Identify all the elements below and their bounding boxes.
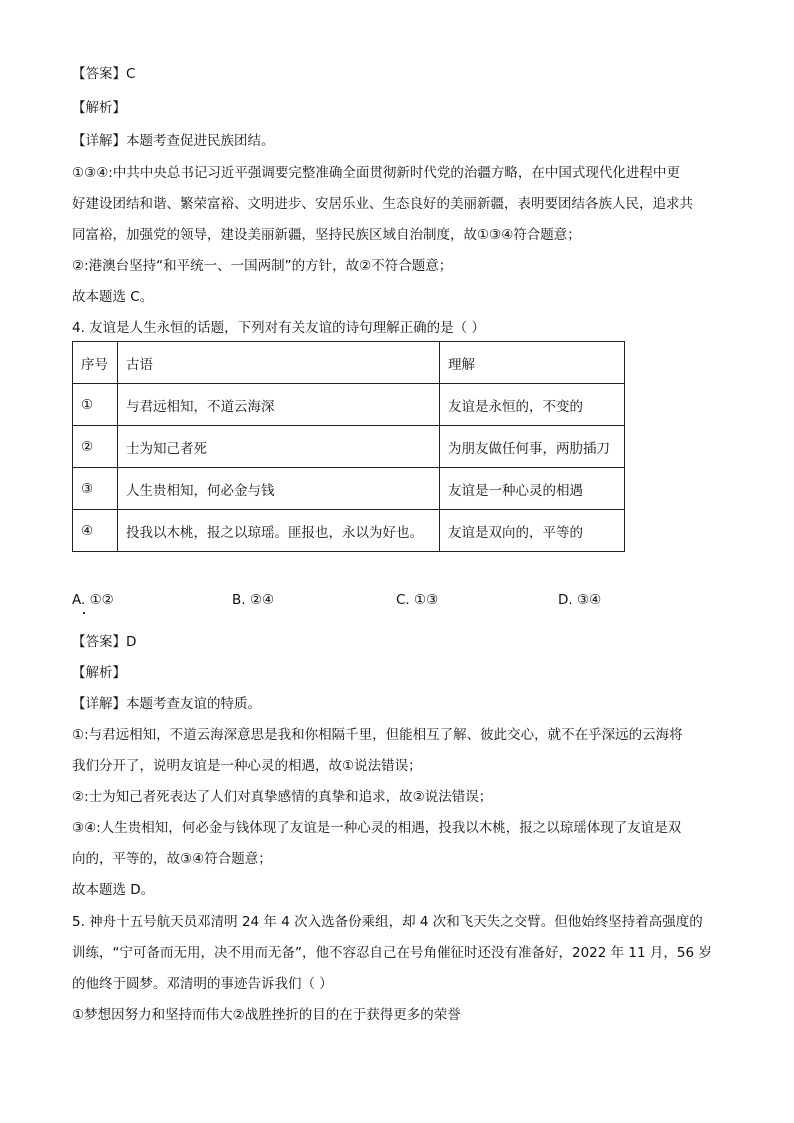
q3-answer: 【答案】C: [72, 66, 136, 82]
q3-paragraph-2: ②:港澳台坚持“和平统一、一国两制”的方针，故②不符合题意；: [72, 258, 453, 274]
q4-paragraph-1-line-1: ①:与君远相知，不道云海深意思是我和你相隔千里，但能相互了解、彼此交心，就不在乎深远的云海将: [72, 727, 683, 743]
q4-paragraph-2: ②:士为知己者死表达了人们对真挚感情的真挚和追求，故②说法错误；: [72, 789, 493, 805]
option-d: D. ③④: [558, 592, 602, 608]
table-row: [73, 384, 625, 426]
table-row: [73, 510, 625, 552]
table-cell: 与君远相知，不道云海深: [118, 384, 440, 426]
table-cell: 友谊是一种心灵的相遇: [440, 468, 625, 510]
option-b: B. ②④: [232, 592, 275, 608]
table-cell: 人生贵相知，何必金与钱: [118, 468, 440, 510]
table-cell: 为朋友做任何事，两肋插刀: [440, 426, 625, 468]
q4-analysis-label: 【解析】: [72, 665, 126, 681]
table-cell: ④: [73, 510, 118, 552]
q4-conclusion: 故本题选 D。: [72, 882, 155, 898]
table-header-row: [73, 342, 625, 384]
q4-answer: 【答案】D: [72, 634, 137, 650]
q5-line-2: 训练，“宁可备而无用，决不用而无备”，他不容忍自己在号角催征时还没有准备好，2022 年 11 月，56 岁: [72, 945, 712, 961]
table-cell: ③: [73, 468, 118, 510]
q3-paragraph-line-2: 好建设团结和谐、繁荣富裕、文明进步、安居乐业、生态良好的美丽新疆，表明要团结各族人民，追求共: [72, 196, 693, 212]
option-a: A. ①②: [72, 592, 114, 608]
table-cell: 友谊是双向的，平等的: [440, 510, 625, 552]
table-header-cell: 古语: [118, 342, 440, 384]
stray-dot: [83, 612, 85, 614]
q4-question: 4. 友谊是人生永恒的话题，下列对有关友谊的诗句理解正确的是（ ）: [72, 320, 485, 336]
table-header-cell: 理解: [440, 342, 625, 384]
q4-table: [72, 341, 625, 552]
table-row: [73, 468, 625, 510]
q4-paragraph-1-line-2: 我们分开了，说明友谊是一种心灵的相遇，故①说法错误；: [72, 758, 422, 774]
table-cell: 士为知己者死: [118, 426, 440, 468]
q3-conclusion: 故本题选 C。: [72, 289, 154, 305]
table-header-cell: 序号: [73, 342, 118, 384]
q3-paragraph-line-3: 同富裕，加强党的领导，建设美丽新疆，坚持民族区域自治制度，故①③④符合题意；: [72, 227, 581, 243]
table-cell: 投我以木桃，报之以琼瑶。匪报也，永以为好也。: [118, 510, 440, 552]
q5-line-4: ①梦想因努力和坚持而伟大②战胜挫折的目的在于获得更多的荣誉: [72, 1007, 461, 1023]
table-cell: ①: [73, 384, 118, 426]
q4-paragraph-3-line-1: ③④:人生贵相知，何必金与钱体现了友谊是一种心灵的相遇，投我以木桃，报之以琼瑶体现了友谊是双: [72, 820, 682, 836]
q5-line-3: 的他终于圆梦。邓清明的事迹告诉我们（ ）: [72, 976, 333, 992]
table-cell: 友谊是永恒的，不变的: [440, 384, 625, 426]
q4-options: [72, 590, 672, 610]
table-row: [73, 426, 625, 468]
q3-detail: 【详解】本题考查促进民族团结。: [72, 133, 275, 149]
q4-detail: 【详解】本题考查友谊的特质。: [72, 696, 261, 712]
option-c: C. ①③: [396, 592, 439, 608]
table-cell: ②: [73, 426, 118, 468]
q3-paragraph-line-1: ①③④:中共中央总书记习近平强调要完整准确全面贯彻新时代党的治疆方略，在中国式现代化进程中更: [72, 165, 680, 181]
q3-analysis-label: 【解析】: [72, 100, 126, 116]
q5-line-1: 5. 神舟十五号航天员邓清明 24 年 4 次入选备份乘组，却 4 次和飞天失之交臂。但他始终坚持着高强度的: [72, 914, 703, 930]
q4-paragraph-3-line-2: 向的，平等的，故③④符合题意；: [72, 851, 272, 867]
